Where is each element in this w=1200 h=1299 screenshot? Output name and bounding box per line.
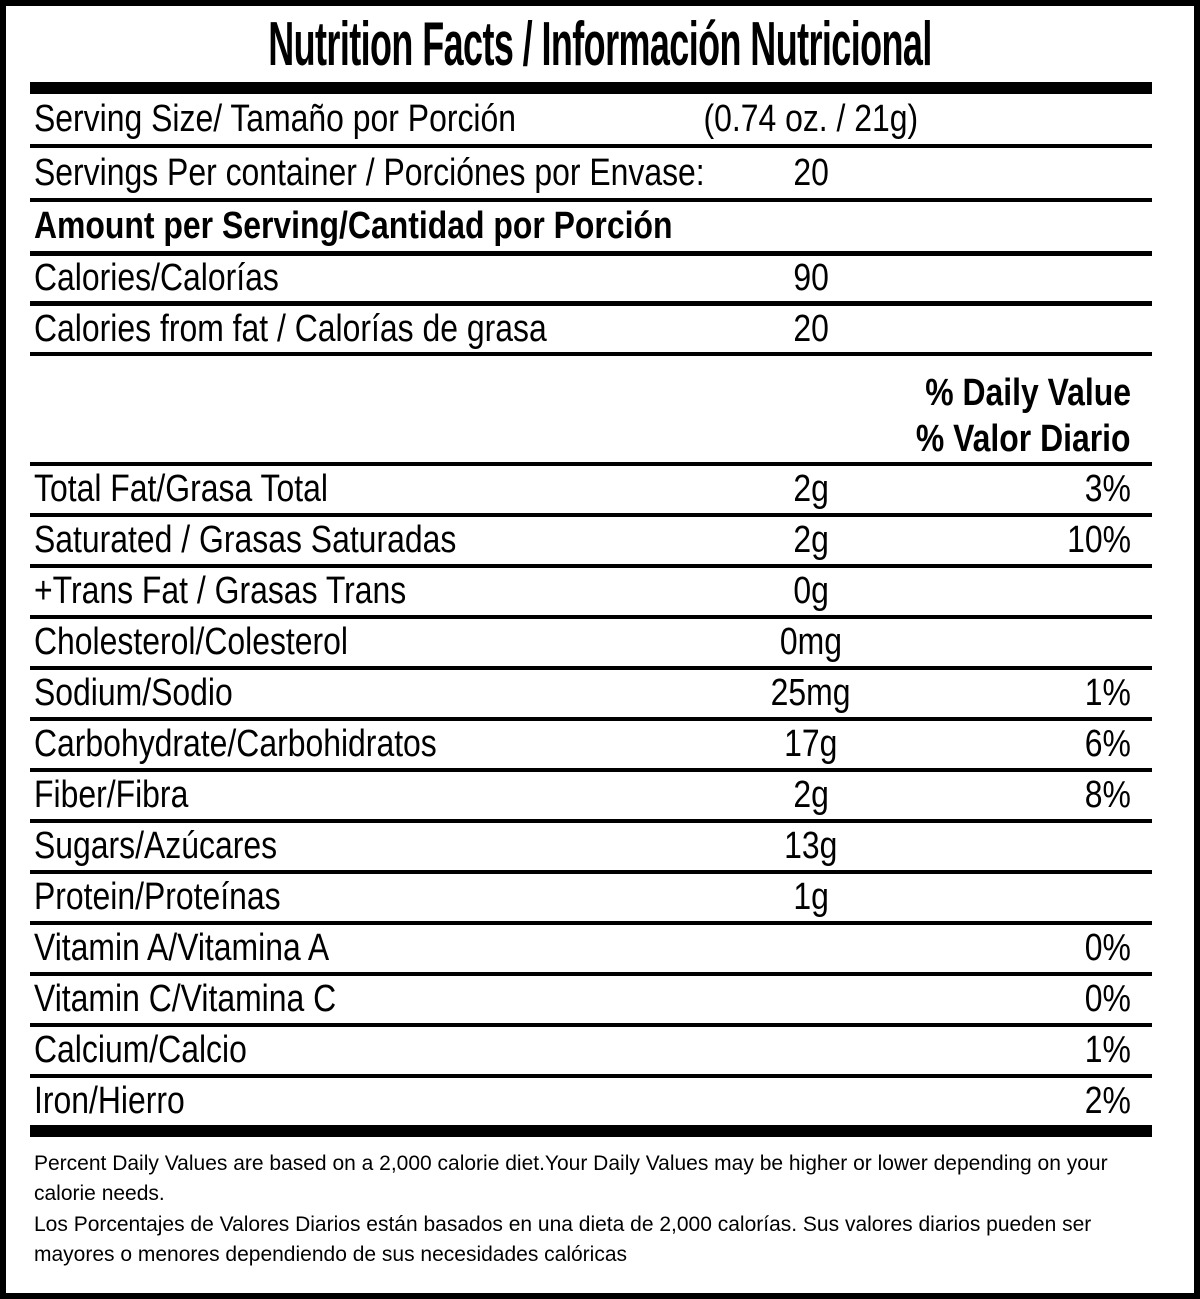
nutrient-row-sodium: [30, 670, 1152, 721]
title-divider-bar: [30, 82, 1152, 94]
label-title: Nutrition Facts / Información Nutricional: [268, 9, 932, 79]
servings-per-container-label: Servings Per container / Porciónes por Envase:: [34, 151, 705, 194]
label-header: [6, 6, 1194, 82]
serving-size-row: [30, 94, 1152, 148]
nutrient-amount: 2g: [793, 468, 829, 510]
servings-per-container-row: [30, 148, 1152, 202]
nutrient-label: Iron/Hierro: [34, 1080, 185, 1122]
nutrient-label: Fiber/Fibra: [34, 774, 189, 816]
nutrient-amount: 13g: [784, 825, 838, 867]
nutrient-percent: 2%: [1084, 1080, 1131, 1122]
nutrient-percent: 3%: [1084, 468, 1131, 510]
footnote: [30, 1137, 1152, 1271]
nutrient-percent: 0%: [1084, 927, 1131, 969]
nutrient-percent: 0%: [1084, 978, 1131, 1020]
nutrient-row-vitamin-c: [30, 976, 1152, 1027]
nutrient-amount: 17g: [784, 723, 838, 765]
daily-value-header-es: % Valor Diario: [916, 417, 1131, 460]
nutrient-percent: 8%: [1084, 774, 1131, 816]
nutrient-percent: 1%: [1084, 672, 1131, 714]
calories-label: Calories/Calorías: [34, 257, 279, 299]
nutrient-label: Sugars/Azúcares: [34, 825, 278, 867]
nutrient-label: +Trans Fat / Grasas Trans: [34, 570, 407, 612]
nutrient-label: Total Fat/Grasa Total: [34, 468, 328, 510]
nutrient-label: Protein/Proteínas: [34, 876, 281, 918]
nutrient-label: Carbohydrate/Carbohidratos: [34, 723, 437, 765]
nutrient-row-carbohydrate: [30, 721, 1152, 772]
nutrient-row-saturated-fat: [30, 517, 1152, 568]
amount-per-serving-heading-row: [30, 202, 1152, 256]
serving-size-label: Serving Size/ Tamaño por Porción: [34, 97, 517, 140]
nutrient-amount: 1g: [793, 876, 829, 918]
nutrient-label: Saturated / Grasas Saturadas: [34, 519, 457, 561]
nutrient-percent: 10%: [1067, 519, 1131, 561]
nutrient-row-cholesterol: [30, 619, 1152, 670]
serving-size-value: (0.74 oz. / 21g): [703, 97, 919, 140]
nutrient-label: Calcium/Calcio: [34, 1029, 247, 1071]
nutrient-row-calcium: [30, 1027, 1152, 1078]
nutrient-amount: 2g: [793, 519, 829, 561]
label-body: [30, 94, 1152, 1125]
footnote-english: Percent Daily Values are based on a 2,000 calorie diet.Your Daily Values may be higher or lower depending on your calorie needs.: [34, 1152, 1108, 1206]
nutrient-percent: 6%: [1084, 723, 1131, 765]
nutrient-amount: 0g: [793, 570, 829, 612]
calories-from-fat-label: Calories from fat / Calorías de grasa: [34, 307, 547, 350]
nutrient-label: Cholesterol/Colesterol: [34, 621, 349, 663]
calories-row: [30, 256, 1152, 306]
nutrient-row-sugars: [30, 823, 1152, 874]
footnote-spanish: Los Porcentajes de Valores Diarios están basados en una dieta de 2,000 calorías. Sus valores diarios pueden ser mayores o menores dependiendo de sus necesidades calóricas: [34, 1212, 1092, 1267]
nutrient-label: Vitamin C/Vitamina C: [34, 978, 337, 1020]
nutrient-row-fiber: [30, 772, 1152, 823]
nutrient-row-total-fat: [30, 466, 1152, 517]
footnote-divider-bar: [30, 1125, 1152, 1137]
nutrient-percent: 1%: [1084, 1029, 1131, 1071]
amount-per-serving-heading: Amount per Serving/Cantidad por Porción: [34, 205, 673, 247]
nutrient-row-iron: [30, 1078, 1152, 1125]
calories-from-fat-row: [30, 306, 1152, 356]
nutrient-row-vitamin-a: [30, 925, 1152, 976]
nutrient-row-trans-fat: [30, 568, 1152, 619]
nutrient-label: Sodium/Sodio: [34, 672, 233, 714]
daily-value-header-en: % Daily Value: [925, 371, 1131, 414]
daily-value-header-block: [30, 356, 1152, 466]
servings-per-container-value: 20: [793, 151, 829, 194]
nutrient-label: Vitamin A/Vitamina A: [34, 927, 330, 969]
nutrient-amount: 0mg: [779, 621, 843, 663]
calories-from-fat-value: 20: [793, 307, 829, 350]
nutrient-amount: 2g: [793, 774, 829, 816]
nutrient-amount: 25mg: [771, 672, 851, 714]
nutrient-row-protein: [30, 874, 1152, 925]
calories-value: 90: [793, 257, 829, 299]
